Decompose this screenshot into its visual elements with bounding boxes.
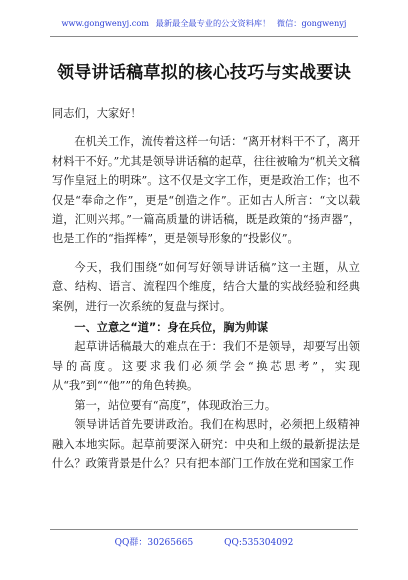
document-body	[52, 104, 360, 473]
section-point-1: 第一，站位要有“高度”，体现政治三力。	[74, 398, 277, 412]
page-footer	[0, 535, 408, 548]
header-divider	[50, 36, 358, 37]
page-header	[0, 18, 408, 29]
footer-qq-group: QQ群：30265665	[114, 538, 194, 548]
footer-divider	[50, 529, 358, 530]
footer-qq: QQ:535304092	[224, 538, 294, 548]
header-slogan: 最新最全最专业的公文资料库！	[155, 18, 271, 28]
intro-paragraph: 在机关工作，流传着这样一句话：“离开材料干不了，离开材料干不好。”尤其是领导讲话稿的起草，往往被喻为“机关文稿写作皇冠上的明珠”。这不仅是文字工作，更是政治工作；也不仅是“奉命之作”，更是“创造之作”。正如古人所言：“文以载道，汇则兴邦。”一篇高质量的讲话稿，既是政策的“扬声器”，也是工作的“指挥棒”，更是领导形象的“投影仪”。	[52, 135, 360, 246]
topic-paragraph: 今天，我们围绕“如何写好领导讲话稿”这一主题，从立意、结构、语言、流程四个维度，结合大量的实战经验和经典案例，进行一次系统的复盘与探讨。	[52, 260, 360, 313]
section-paragraph-2: 领导讲话首先要讲政治。我们在构思时，必须把上级精神融入本地实际。起草前要深入研究：中央和上级的最新提法是什么？政策背景是什么？只有把本部门工作放在党和国家工作	[52, 418, 360, 470]
header-website: www.gongwenyj.com	[61, 18, 150, 28]
document-title: 领导讲话稿草拟的核心技巧与实战要诀	[56, 63, 352, 83]
header-wechat: 微信：gongwenyj	[276, 18, 347, 28]
section-paragraph-1: 起草讲话稿最大的难点在于：我们不是领导，却要写出领导的高度。这要求我们必须学会“换芯思考”，实现从“我”到““他””的角色转换。	[52, 340, 360, 393]
section-heading: 一、立意之“道”：身在兵位，胸为帅谋	[74, 321, 269, 335]
greeting-paragraph: 同志们，大家好！	[52, 107, 142, 120]
